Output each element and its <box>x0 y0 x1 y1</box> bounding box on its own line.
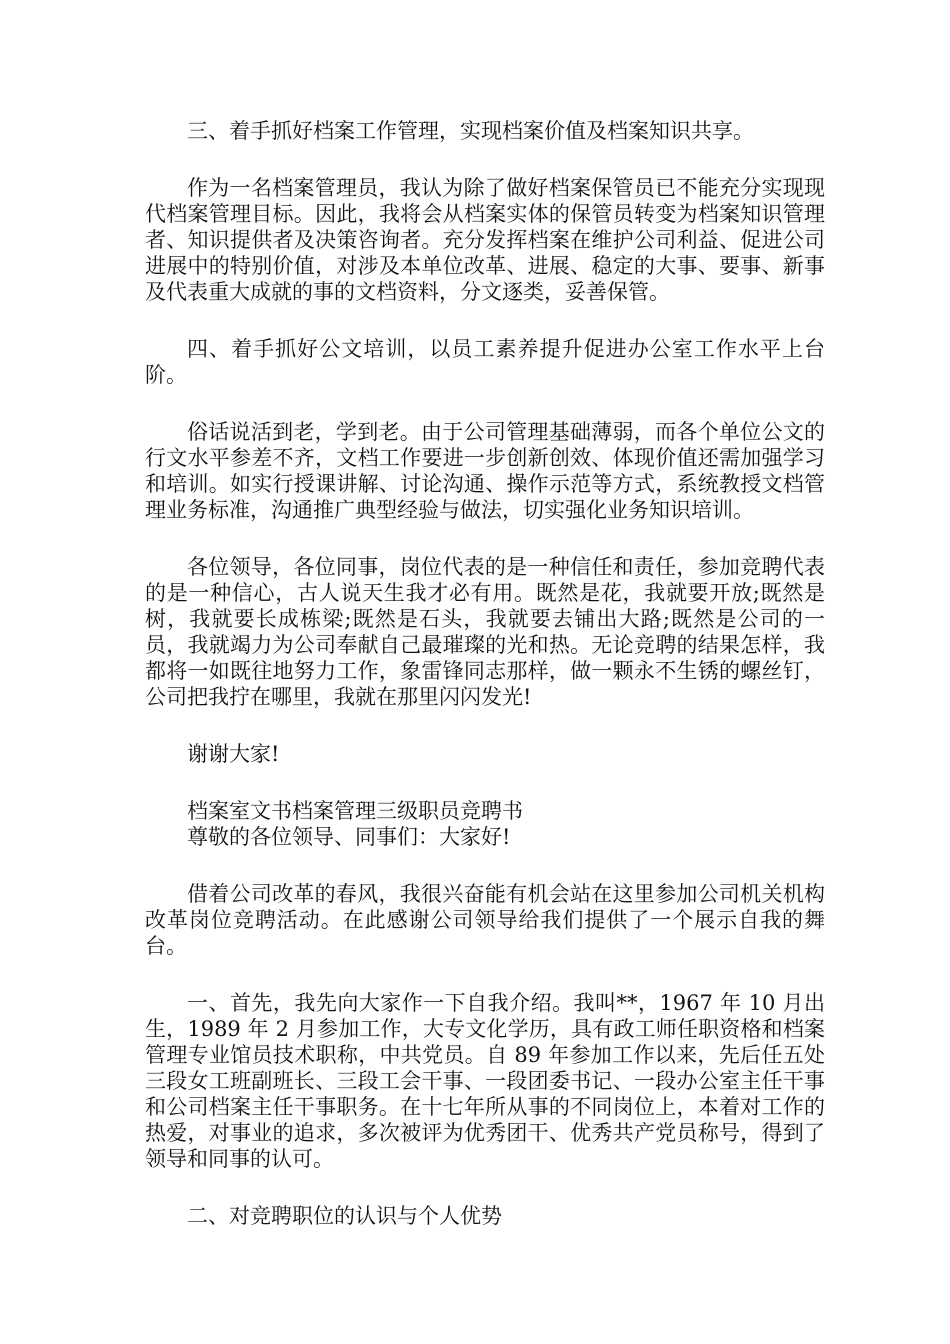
body-paragraph: 作为一名档案管理员，我认为除了做好档案保管员已不能充分实现现代档案管理目标。因此，我将会从档案实体的保管员转变为档案知识管理者、知识提供者及决策咨询者。充分发挥档案在维护公司利益、促进公司进展中的特别价值，对涉及本单位改革、进展、稳定的大事、要事、新事及代表重大成就的事的文档资料，分文逐类，妥善保管。 <box>145 176 825 304</box>
body-paragraph: 俗话说活到老，学到老。由于公司管理基础薄弱，而各个单位公文的行文水平参差不齐，文档工作要进一步创新创效、体现价值还需加强学习和培训。如实行授课讲解、讨论沟通、操作示范等方式，系统教授文档管理业务标准，沟通推广典型经验与做法，切实强化业务知识培训。 <box>145 420 825 522</box>
section-heading-four: 四、着手抓好公文培训，以员工素养提升促进办公室工作水平上台阶。 <box>145 337 825 387</box>
body-paragraph: 借着公司改革的春风，我很兴奋能有机会站在这里参加公司机关机构改革岗位竞聘活动。在此感谢公司领导给我们提供了一个展示自我的舞台。 <box>145 882 825 958</box>
document-title: 档案室文书档案管理三级职员竞聘书 <box>187 799 523 823</box>
document-body <box>145 118 825 1229</box>
closing-thanks: 谢谢大家! <box>187 742 280 766</box>
salutation: 尊敬的各位领导、同事们：大家好! <box>187 825 511 849</box>
self-introduction-paragraph: 一、首先，我先向大家作一下自我介绍。我叫**，1967 年 10 月出生，1989 年 2 月参加工作，大专文化学历，具有政工师任职资格和档案管理专业馆员技术职称，中共党员。自 89 年参加工作以来，先后任五处三段女工班副班长、三段工会干事、一段团委书记、一段办公室主任干事和公司档案主任干事职务。在十七年所从事的不同岗位上，本着对工作的热爱，对事业的追求，多次被评为优秀团干、优秀共产党员称号，得到了领导和同事的认可。 <box>145 991 825 1171</box>
section-heading-two: 二、对竞聘职位的认识与个人优势 <box>187 1204 502 1228</box>
body-paragraph: 各位领导，各位同事，岗位代表的是一种信任和责任，参加竞聘代表的是一种信心，古人说天生我才必有用。既然是花，我就要开放;既然是树，我就要长成栋梁;既然是石头，我就要去铺出大路;既然是公司的一员，我就竭力为公司奉献自己最璀璨的光和热。无论竞聘的结果怎样，我都将一如既往地努力工作，象雷锋同志那样，做一颗永不生锈的螺丝钉，公司把我拧在哪里，我就在那里闪闪发光! <box>145 555 825 709</box>
section-heading-three: 三、着手抓好档案工作管理，实现档案价值及档案知识共享。 <box>187 119 754 143</box>
